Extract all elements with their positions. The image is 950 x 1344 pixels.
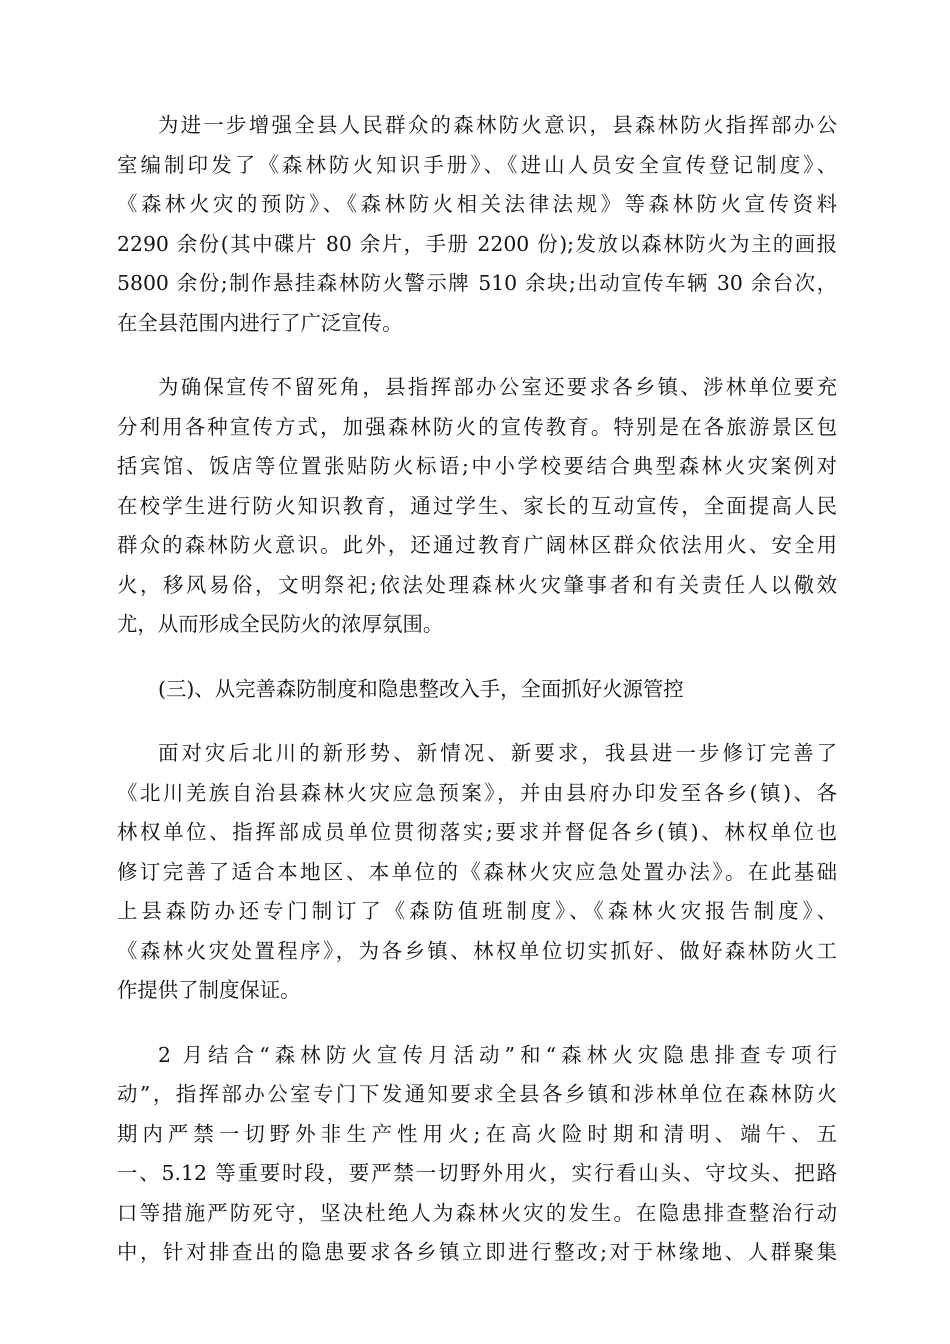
paragraph-line: 上县森防办还专门制订了《森防值班制度》、《森林火灾报告制度》、 — [117, 899, 837, 923]
paragraph-line: 室编制印发了《森林防火知识手册》、《进山人员安全宣传登记制度》、 — [117, 152, 837, 177]
paragraph-line: 中，针对排查出的隐患要求各乡镇立即进行整改;对于林缘地、人群聚集 — [117, 1240, 837, 1264]
paragraph-line: 动”，指挥部办公室专门下发通知要求全县各乡镇和涉林单位在森林防火 — [117, 1082, 837, 1106]
paragraph-line: 林权单位、指挥部成员单位贯彻落实;要求并督促各乡(镇)、林权单位也 — [117, 820, 837, 844]
paragraph-publicity-coverage — [117, 368, 837, 645]
paragraph-line: 作提供了制度保证。 — [117, 978, 301, 1002]
paragraph-line: 5800 余份;制作悬挂森林防火警示牌 510 余块;出动宣传车辆 30 余台次， — [117, 271, 837, 295]
paragraph-line: 《森林火灾处置程序》，为各乡镇、林权单位切实抓好、做好森林防火工 — [117, 938, 837, 963]
section-heading-text: (三)、从完善森防制度和隐患整改入手，全面抓好火源管控 — [158, 676, 684, 701]
paragraph-line: 分利用各种宣传方式，加强森林防火的宣传教育。特别是在各旅游景区包 — [117, 414, 837, 439]
paragraph-regulations — [117, 734, 837, 1011]
paragraph-line: 《森林火灾的预防》、《森林防火相关法律法规》等森林防火宣传资料 — [117, 192, 837, 216]
paragraph-line: 括宾馆、饭店等位置张贴防火标语;中小学校要结合典型森林火灾案例对 — [117, 454, 837, 478]
paragraph-line: 一、5.12 等重要时段，要严禁一切野外用火，实行看山头、守坟头、把路 — [117, 1161, 837, 1185]
paragraph-line: 口等措施严防死守，坚决杜绝人为森林火灾的发生。在隐患排查整治行动 — [117, 1200, 837, 1225]
paragraph-line: 为确保宣传不留死角，县指挥部办公室还要求各乡镇、涉林单位要充 — [158, 375, 837, 399]
document-body — [117, 106, 837, 1298]
paragraph-publicity-materials — [117, 106, 837, 343]
paragraph-line: 在校学生进行防火知识教育，通过学生、家长的互动宣传，全面提高人民 — [117, 493, 837, 518]
paragraph-line: 2290 余份(其中碟片 80 余片，手册 2200 份);发放以森林防火为主的画报 — [117, 231, 837, 256]
paragraph-line: 尤，从而形成全民防火的浓厚氛围。 — [117, 612, 444, 636]
paragraph-hazard-inspection — [117, 1036, 837, 1273]
paragraph-line: 群众的森林防火意识。此外，还通过教育广阔林区群众依法用火、安全用 — [117, 533, 837, 557]
paragraph-line: 在全县范围内进行了广泛宣传。 — [117, 310, 403, 335]
paragraph-line: 面对灾后北川的新形势、新情况、新要求，我县进一步修订完善了 — [158, 741, 837, 765]
paragraph-line: 火，移风易俗，文明祭祀;依法处理森林火灾肇事者和有关责任人以儆效 — [117, 572, 837, 597]
paragraph-line: 为进一步增强全县人民群众的森林防火意识，县森林防火指挥部办公 — [158, 113, 837, 137]
paragraph-line: 修订完善了适合本地区、本单位的《森林火灾应急处置办法》。在此基础 — [117, 859, 837, 884]
paragraph-line: 《北川羌族自治县森林火灾应急预案》，并由县府办印发至各乡(镇)、各 — [117, 780, 837, 805]
paragraph-line: 期内严禁一切野外非生产性用火;在高火险时期和清明、端午、五 — [117, 1121, 837, 1146]
section-heading — [117, 670, 837, 710]
paragraph-line: 2 月结合“森林防火宣传月活动”和“森林火灾隐患排查专项行 — [158, 1042, 837, 1067]
